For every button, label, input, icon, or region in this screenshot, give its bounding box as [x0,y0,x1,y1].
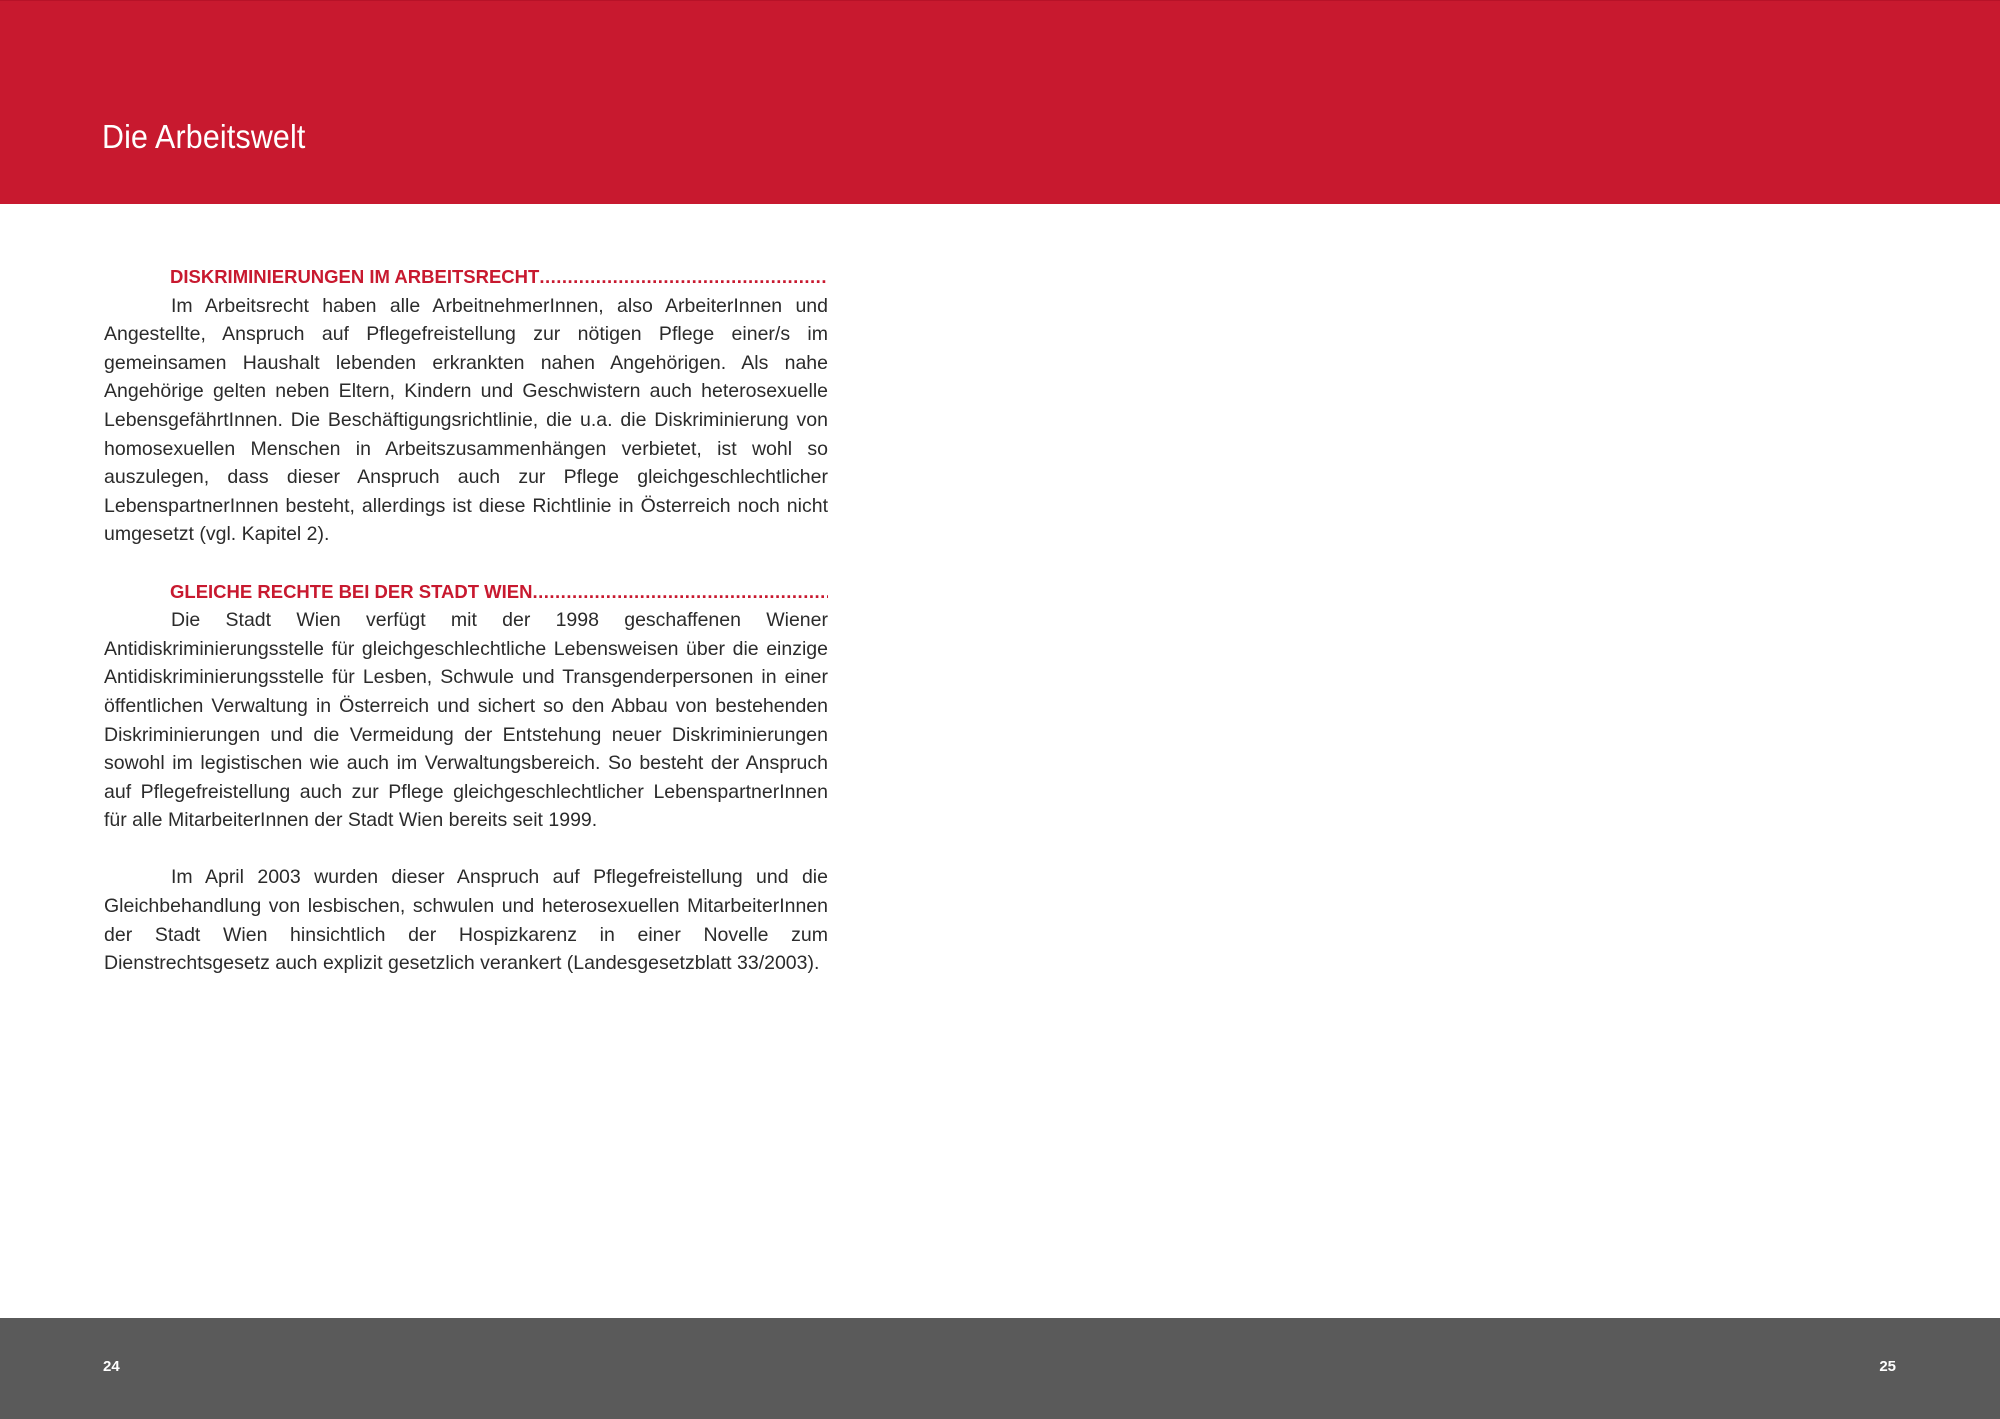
dot-leader [539,263,828,292]
left-page-content [104,263,828,978]
chapter-title: Die Arbeitswelt [102,118,306,155]
footer-band [0,1318,2000,1419]
body-paragraph: Die Stadt Wien verfügt mit der 1998 geschaffenen Wiener Antidiskriminierungsstelle für gleichgeschlechtliche Lebensweisen über die einzige Antidiskriminierungsstelle für Lesben, Schwule und Transgenderpersonen in einer öffentlichen Verwaltung in Österreich und sichert so den Abbau von bestehenden Diskriminierungen und die Vermeidung der Entstehung neuer Diskriminierungen sowohl im legistischen wie auch im Verwaltungsbereich. So besteht der Anspruch auf Pflegefreistellung auch zur Pflege gleichgeschlechtlicher LebenspartnerInnen für alle MitarbeiterInnen der Stadt Wien bereits seit 1999. [104,609,828,832]
section-heading-stadt-wien [170,578,828,607]
dot-leader [532,578,828,607]
section-heading-text: GLEICHE RECHTE BEI DER STADT WIEN [170,580,533,602]
section-heading-text: DISKRIMINIERUNGEN IM ARBEITSRECHT [170,266,540,287]
chapter-header-band [0,0,2000,204]
section-heading-arbeitsrecht [170,263,828,292]
body-paragraph: Im April 2003 wurden dieser Anspruch auf Pflegefreistellung und die Gleichbehandlung von lesbischen, schwulen und heterosexuellen MitarbeiterInnen der Stadt Wien hinsichtlich der Hospizkarenz in einer Novelle zum Dienstrechtsgesetz auch explizit gesetzlich verankert (Landesgesetzblatt 33/2003). [104,866,828,975]
page-number-left: 24 [103,1358,120,1375]
paragraph-spacer [104,835,828,864]
page-number-right: 25 [1879,1358,1896,1375]
body-paragraph: Im Arbeitsrecht haben alle ArbeitnehmerInnen, also ArbeiterInnen und Angestellte, Anspruch auf Pflegefreistellung zur nötigen Pflege einer/s im gemeinsamen Haushalt lebenden erkrankten nahen Angehörigen. Als nahe Angehörige gelten neben Eltern, Kindern und Geschwistern auch heterosexuelle LebensgefährtInnen. Die Beschäftigungsrichtlinie, die u.a. die Diskriminierung von homosexuellen Menschen in Arbeitszusammenhängen verbietet, ist wohl so auszulegen, dass dieser Anspruch auch zur Pflege gleichgeschlechtlicher LebenspartnerInnen besteht, allerdings ist diese Richtlinie in Österreich noch nicht umgesetzt (vgl. Kapitel 2). [104,294,828,546]
paragraph-spacer [104,549,828,578]
